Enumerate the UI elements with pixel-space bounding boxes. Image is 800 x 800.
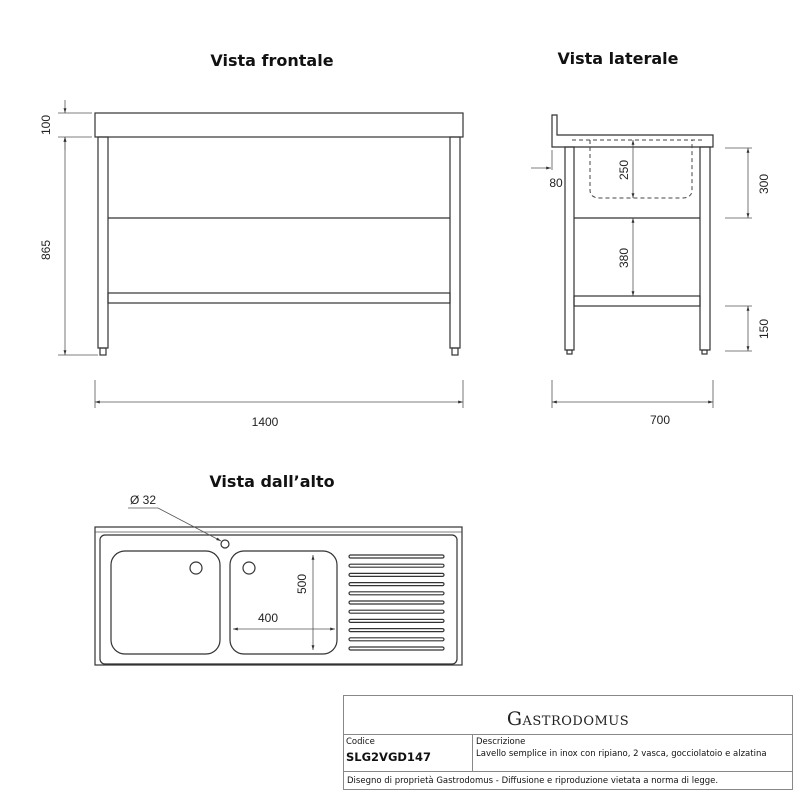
drain-hole-left: [190, 562, 202, 574]
basin-right: [230, 551, 337, 654]
brand-logo: [344, 696, 792, 735]
dim-front-top-height: 100: [39, 114, 53, 136]
dim-side-depth: 700: [649, 413, 671, 427]
description-label: Descrizione: [476, 737, 526, 747]
dim-side-apron-height: 300: [757, 173, 771, 195]
side-view: [531, 115, 771, 427]
drainer-groove: [349, 619, 444, 622]
dim-top-basin-depth: 500: [295, 573, 309, 595]
front-view: [39, 100, 463, 429]
code-label: Codice: [346, 737, 375, 747]
product-code: SLG2VGD147: [346, 750, 431, 764]
drainer-groove: [349, 564, 444, 567]
drainer-groove: [349, 647, 444, 650]
drainer-grooves: [349, 555, 444, 650]
drainer-groove: [349, 610, 444, 613]
drainer-groove: [349, 638, 444, 641]
basin-left: [111, 551, 220, 654]
drainer-groove: [349, 592, 444, 595]
drainer-groove: [349, 601, 444, 604]
drain-hole-right: [243, 562, 255, 574]
drainer-groove: [349, 555, 444, 558]
product-description: Lavello semplice in inox con ripiano, 2 vasca, gocciolatoio e alzatina: [476, 749, 767, 759]
dim-side-basin-depth: 250: [617, 159, 631, 181]
brand-name: Gastrodomus: [506, 708, 630, 730]
dim-side-shelf-gap: 380: [617, 247, 631, 269]
front-view-title: Vista frontale: [210, 51, 334, 70]
drainer-groove: [349, 583, 444, 586]
top-view-title: Vista dall’alto: [209, 472, 335, 491]
dim-top-hole-diameter: Ø 32: [130, 493, 157, 507]
tap-hole: [221, 540, 229, 548]
dim-front-height: 865: [39, 239, 53, 261]
dim-side-backsplash-offset: 80: [549, 176, 563, 190]
top-view: [95, 493, 462, 665]
side-view-title: Vista laterale: [557, 49, 679, 68]
drainer-groove: [349, 629, 444, 632]
title-block: [343, 695, 793, 790]
dim-side-shelf-height: 150: [757, 318, 771, 340]
dim-front-width: 1400: [251, 415, 279, 429]
copyright-notice: Disegno di proprietà Gastrodomus - Diffusione e riproduzione vietata a norma di legge.: [347, 776, 719, 786]
drainer-groove: [349, 573, 444, 576]
dim-top-basin-width: 400: [257, 611, 279, 625]
